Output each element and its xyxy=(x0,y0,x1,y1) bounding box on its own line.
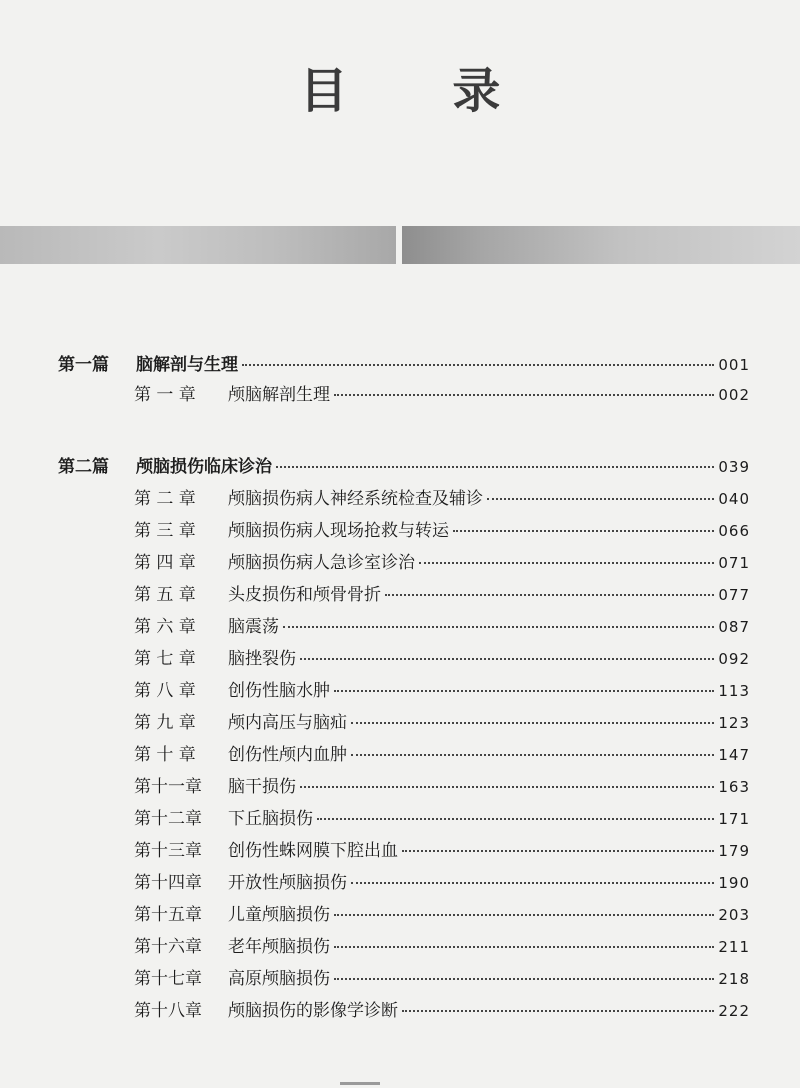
dot-leader xyxy=(334,946,714,948)
chapter-number: 第 三 章 xyxy=(134,521,196,541)
toc-chapter-row[interactable] xyxy=(134,932,750,962)
page-number: 218 xyxy=(718,970,750,988)
page-number: 039 xyxy=(718,458,750,476)
chapter-title: 颅脑解剖生理 xyxy=(228,385,330,405)
dot-leader xyxy=(317,818,714,820)
chapter-number: 第 一 章 xyxy=(134,385,196,405)
page-number: 222 xyxy=(718,1002,750,1020)
part-number: 第二篇 xyxy=(58,457,109,477)
chapter-number: 第十七章 xyxy=(134,969,202,989)
chapter-title: 儿童颅脑损伤 xyxy=(228,905,330,925)
dot-leader xyxy=(300,786,714,788)
page-number: 190 xyxy=(718,874,750,892)
toc-chapter-row[interactable] xyxy=(134,740,750,770)
dot-leader xyxy=(351,722,714,724)
toc-part-row[interactable] xyxy=(58,452,750,482)
toc-chapter-row[interactable] xyxy=(134,900,750,930)
page-number: 163 xyxy=(718,778,750,796)
dot-leader xyxy=(453,530,714,532)
page-number: 113 xyxy=(718,682,750,700)
dot-leader xyxy=(276,466,714,468)
toc-chapter-row[interactable] xyxy=(134,580,750,610)
chapter-title: 创伤性颅内血肿 xyxy=(228,745,347,765)
chapter-title: 颅脑损伤的影像学诊断 xyxy=(228,1001,398,1021)
page-title: 目 录 xyxy=(299,63,545,119)
page-number: 077 xyxy=(718,586,750,604)
dot-leader xyxy=(419,562,714,564)
chapter-title: 颅脑损伤病人急诊室诊治 xyxy=(228,553,415,573)
chapter-number: 第 七 章 xyxy=(134,649,196,669)
dot-leader xyxy=(334,978,714,980)
toc-chapter-row[interactable] xyxy=(134,804,750,834)
toc-chapter-row[interactable] xyxy=(134,676,750,706)
chapter-number: 第 九 章 xyxy=(134,713,196,733)
page-number: 071 xyxy=(718,554,750,572)
chapter-title: 颅脑损伤病人现场抢救与转运 xyxy=(228,521,449,541)
page-number: 001 xyxy=(718,356,750,374)
chapter-number: 第 五 章 xyxy=(134,585,196,605)
page-number: 087 xyxy=(718,618,750,636)
dot-leader xyxy=(300,658,714,660)
chapter-title: 脑震荡 xyxy=(228,617,279,637)
page-number: 002 xyxy=(718,386,750,404)
chapter-number: 第十三章 xyxy=(134,841,202,861)
toc-chapter-row[interactable] xyxy=(134,516,750,546)
toc-chapter-row[interactable] xyxy=(134,772,750,802)
toc-chapter-row[interactable] xyxy=(134,708,750,738)
part-number: 第一篇 xyxy=(58,355,109,375)
toc-chapter-row[interactable] xyxy=(134,612,750,642)
toc-chapter-row[interactable] xyxy=(134,836,750,866)
part-title: 脑解剖与生理 xyxy=(136,355,238,375)
dot-leader xyxy=(351,754,714,756)
page-number: 123 xyxy=(718,714,750,732)
page-bottom-mark xyxy=(340,1082,380,1085)
page-number: 147 xyxy=(718,746,750,764)
toc-chapter-row[interactable] xyxy=(134,644,750,674)
dot-leader xyxy=(334,690,714,692)
chapter-title: 创伤性蛛网膜下腔出血 xyxy=(228,841,398,861)
chapter-number: 第 四 章 xyxy=(134,553,196,573)
chapter-title: 脑挫裂伤 xyxy=(228,649,296,669)
banner-left-band xyxy=(0,226,396,264)
chapter-number: 第十一章 xyxy=(134,777,202,797)
page-number: 040 xyxy=(718,490,750,508)
page-number: 211 xyxy=(718,938,750,956)
chapter-title: 创伤性脑水肿 xyxy=(228,681,330,701)
page-number: 171 xyxy=(718,810,750,828)
dot-leader xyxy=(283,626,714,628)
toc-chapter-row[interactable] xyxy=(134,868,750,898)
page-number: 203 xyxy=(718,906,750,924)
dot-leader xyxy=(334,914,714,916)
chapter-number: 第 十 章 xyxy=(134,745,196,765)
chapter-title: 颅脑损伤病人神经系统检查及辅诊 xyxy=(228,489,483,509)
chapter-number: 第十四章 xyxy=(134,873,202,893)
dot-leader xyxy=(351,882,714,884)
toc-chapter-row[interactable] xyxy=(134,964,750,994)
page-number: 092 xyxy=(718,650,750,668)
banner-right-band xyxy=(402,226,800,264)
dot-leader xyxy=(487,498,714,500)
toc-chapter-row[interactable] xyxy=(134,548,750,578)
chapter-number: 第十八章 xyxy=(134,1001,202,1021)
header-banner xyxy=(0,226,800,264)
dot-leader xyxy=(334,394,714,396)
page-number: 066 xyxy=(718,522,750,540)
chapter-number: 第十六章 xyxy=(134,937,202,957)
part-title: 颅脑损伤临床诊治 xyxy=(136,457,272,477)
toc-chapter-row[interactable] xyxy=(134,996,750,1026)
chapter-title: 脑干损伤 xyxy=(228,777,296,797)
chapter-title: 高原颅脑损伤 xyxy=(228,969,330,989)
chapter-number: 第 八 章 xyxy=(134,681,196,701)
dot-leader xyxy=(402,850,714,852)
toc-part-row[interactable] xyxy=(58,350,750,380)
toc-chapter-row[interactable] xyxy=(134,484,750,514)
chapter-number: 第 二 章 xyxy=(134,489,196,509)
chapter-title: 开放性颅脑损伤 xyxy=(228,873,347,893)
dot-leader xyxy=(385,594,714,596)
chapter-title: 头皮损伤和颅骨骨折 xyxy=(228,585,381,605)
toc-chapter-row[interactable] xyxy=(134,380,750,410)
chapter-title: 下丘脑损伤 xyxy=(228,809,313,829)
chapter-number: 第十二章 xyxy=(134,809,202,829)
dot-leader xyxy=(242,364,714,366)
page-number: 179 xyxy=(718,842,750,860)
chapter-number: 第十五章 xyxy=(134,905,202,925)
dot-leader xyxy=(402,1010,714,1012)
chapter-title: 老年颅脑损伤 xyxy=(228,937,330,957)
chapter-number: 第 六 章 xyxy=(134,617,196,637)
chapter-title: 颅内高压与脑疝 xyxy=(228,713,347,733)
